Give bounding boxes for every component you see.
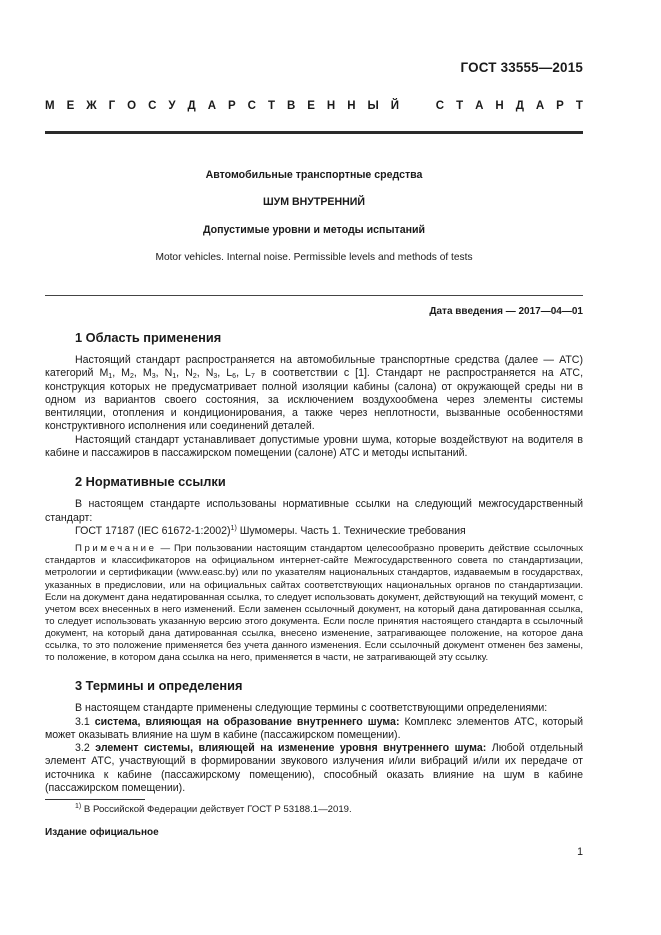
standard-kind-letter: Е	[66, 100, 75, 112]
header-rule	[45, 131, 583, 134]
standard-kind-letter: А	[535, 100, 545, 112]
page-number: 1	[577, 846, 583, 858]
section-1-paragraph-1: Настоящий стандарт распространяется на автомобильные транспортные средства (далее — АТС) категорий $M_1$, $M_2$, $M_3$, $N_1$, $N_2$, $N_3$, $L_6$, $L_7$ в соответствии с [1]. Стандарт не распространяется на АТС, конструкция которых не предусматривает полной изоляции кабины (салона) от окружающей среды ни в одном из вариантов своего состояния, за исключением воздухообмена через элементы системы вентиляции, отопления и кондиционирования, а также через неплотности, вызванные особенностями конструктивного исполнения или соединений деталей.	[45, 354, 584, 433]
standard-kind-letter: А	[475, 100, 484, 112]
standard-kind-letter: М	[45, 100, 55, 112]
standard-kind-letter: Н	[347, 100, 356, 112]
title-line-1: Автомобильные транспортные средства	[205, 169, 423, 181]
standard-kind-letter: В	[286, 100, 296, 112]
standard-kind-letter: Т	[456, 100, 464, 112]
standard-kind-letter: Р	[556, 100, 564, 112]
term-3-2: 3.2 элемент системы, влияющей на изменение уровня внутреннего шума: Любой отдельный элемент АТС, участвующий в формировании звукового излучения и/или вибраций и/или их передаче от источника к кабине (пассажирскому помещению), способный оказать влияние на шум в кабине (пассажирском помещении).	[45, 742, 584, 794]
standard-kind-letter: Д	[187, 100, 196, 112]
standard-kind-letter: С	[148, 100, 157, 112]
note: Примечание — При пользовании настоящим стандартом целесообразно проверить действие ссылочных стандартов и классификаторов на официальном интернет-сайте Межгосударственного совета по стандартизации, метрологии и сертификации (www.easc.by) или по указателям национальных стандартов, издаваемым в государствах, указанных в предисловии, или на официальных сайтах соответствующих национальных органов по стандартизации. Если на документ дана недатированная ссылка, то следует использовать документ, действующий на текущий момент, с учетом всех внесенных в него изменений. Если заменен ссылочный документ, на который дана датированная ссылка, то следует использовать указанную версию этого документа. Если после принятия настоящего стандарта в ссылочный документ, на который дана датированная ссылка, внесено изменение, затрагивающее положение, на которое дана ссылка, то это положение применяется без учета данного изменения. Если ссылочный документ отменен без замены, то положение, в котором дана ссылка на него, применяется в части, не затрагивающей эту ссылку.	[45, 543, 583, 664]
standard-kind-heading	[45, 100, 583, 113]
standard-kind-letter: О	[127, 100, 137, 112]
section-2-paragraph-1: В настоящем стандарте использованы нормативные ссылки на следующий межгосударственный стандарт:	[45, 498, 583, 524]
standard-kind-letter: Т	[267, 100, 275, 112]
intro-date: Дата введения — 2017—04—01	[429, 306, 583, 317]
section-1-paragraph-2: Настоящий стандарт устанавливает допустимые уровни шума, которые воздействуют на водителя в кабине и пассажиров в пассажирском помещении (салоне) АТС и методы испытаний.	[45, 433, 583, 460]
title-english: Motor vehicles. Internal noise. Permissible levels and methods of tests	[155, 251, 473, 263]
standard-kind-letter: С	[247, 100, 256, 112]
standard-kind-letter: А	[207, 100, 217, 112]
standard-kind-letter: Е	[307, 100, 315, 112]
term-3-1-name: система, влияющая на образование внутреннего шума:	[94, 715, 400, 728]
standard-kind-letter: Ы	[367, 100, 379, 112]
official-edition-label: Издание официальное	[45, 827, 159, 838]
section-3-paragraph-1: В настоящем стандарте применены следующие термины с соответствующими определениями:	[75, 702, 548, 715]
standard-kind-letter: С	[435, 100, 445, 112]
footnote: $^{1)}$ В Российской Федерации действует ГОСТ Р 53188.1—2019.	[75, 803, 352, 816]
section-1-heading: 1 Область применения	[75, 330, 222, 345]
gost-number: ГОСТ 33555—2015	[460, 60, 583, 75]
title-block	[45, 169, 583, 264]
section-3-heading: 3 Термины и определения	[75, 678, 243, 694]
term-3-1: 3.1 система, влияющая на образование внутреннего шума: Комплекс элементов АТС, который может оказывать влияние на шум в кабине (пассажирском помещении).	[45, 715, 583, 741]
title-rule	[45, 295, 583, 296]
standard-kind-letter: Д	[515, 100, 524, 112]
standard-kind-letter: У	[168, 100, 176, 112]
standard-kind-letter: Ж	[86, 100, 97, 112]
standard-kind-letter	[411, 100, 424, 113]
note-label: Примечание	[75, 543, 157, 555]
section-2-heading: 2 Нормативные ссылки	[75, 474, 226, 490]
normative-reference: ГОСТ 17187 (IEC 61672-1:2002)$^{1)}$ Шумомеры. Часть 1. Технические требования	[75, 524, 466, 537]
title-line-3: Допустимые уровни и методы испытаний	[202, 223, 426, 236]
standard-kind-letter: Г	[108, 100, 116, 112]
term-3-2-name: элемент системы, влияющей на изменение уровня внутреннего шума:	[95, 742, 487, 755]
footnote-rule	[45, 799, 145, 800]
title-line-2: ШУМ ВНУТРЕННИЙ	[262, 196, 366, 209]
main-content	[45, 330, 583, 817]
standard-kind-letter: Р	[228, 100, 236, 112]
standard-kind-letter: Н	[495, 100, 504, 112]
standard-kind-letter: Й	[390, 100, 400, 112]
standard-kind-letter: Т	[575, 100, 583, 112]
standard-kind-letter: Н	[326, 100, 336, 112]
